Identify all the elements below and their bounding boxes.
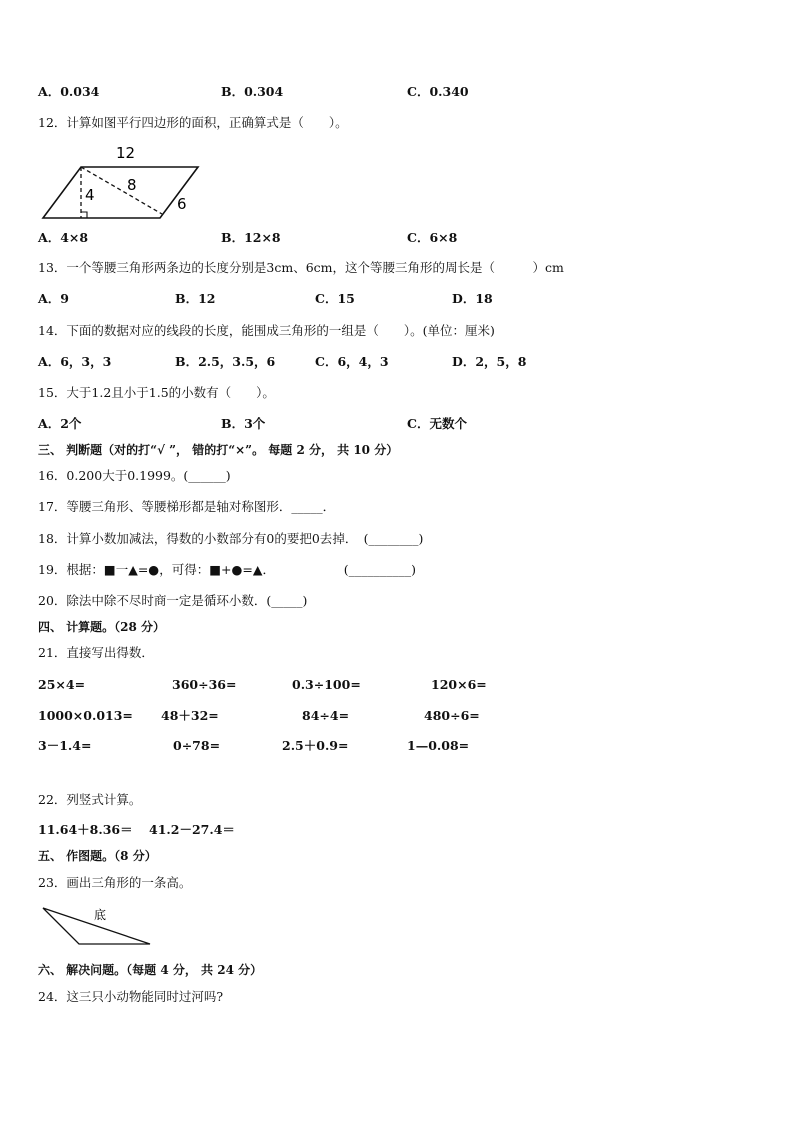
q16-statement: 16．0.200大于0.1999。(______) (38, 468, 231, 483)
q11-option-c: C．0.340 (407, 84, 469, 99)
q22-question: 22．列竖式计算。 (38, 792, 142, 807)
right-angle-mark (81, 212, 87, 218)
label-8: 8 (127, 176, 137, 194)
vertical-calc-1: 11.64＋8.36＝ (38, 822, 133, 837)
calc-r3-c1: 3－1.4= (38, 738, 92, 753)
section-6-heading: 六、 解决问题。（每题 4 分， 共 24 分） (38, 963, 263, 977)
q20-statement: 20．除法中除不尽时商一定是循环小数．(_____) (38, 593, 308, 608)
q11-option-b: B．0.304 (221, 84, 284, 99)
q14-option-d: D．2，5，8 (452, 354, 527, 369)
q12-question: 12．计算如图平行四边形的面积，正确算式是（ ）。 (38, 115, 348, 130)
q15-option-b: B．3个 (221, 416, 266, 431)
parallelogram-shape (43, 167, 198, 218)
section-3-heading: 三、 判断题（对的打“√ ”， 错的打“×”。 每题 2 分， 共 10 分） (38, 443, 399, 457)
q17-statement: 17．等腰三角形、等腰梯形都是轴对称图形．_____． (38, 499, 336, 514)
q13-option-c: C．15 (315, 291, 355, 306)
vertical-calc-2: 41.2－27.4＝ (149, 822, 235, 837)
q14-option-a: A．6，3，3 (38, 354, 112, 369)
calc-r2-c3: 84÷4= (302, 708, 350, 723)
calc-r3-c2: 0÷78= (173, 738, 221, 753)
q11-option-a: A．0.034 (38, 84, 100, 99)
q15-option-a: A．2个 (38, 416, 82, 431)
q13-question: 13．一个等腰三角形两条边的长度分别是3cm、6cm，这个等腰三角形的周长是（ ）cm (38, 260, 564, 275)
label-12: 12 (116, 144, 136, 162)
label-6: 6 (177, 195, 187, 213)
q13-option-a: A．9 (38, 291, 69, 306)
q13-option-d: D．18 (452, 291, 493, 306)
calc-r1-c2: 360÷36= (172, 677, 237, 692)
q24-question: 24．这三只小动物能同时过河吗? (38, 989, 224, 1004)
calc-r1-c4: 120×6= (431, 677, 487, 692)
q14-option-c: C．6，4，3 (315, 354, 389, 369)
q15-option-c: C．无数个 (407, 416, 467, 431)
q12-option-b: B．12×8 (221, 230, 281, 245)
label-4: 4 (85, 186, 95, 204)
q18-statement: 18．计算小数加减法，得数的小数部分有0的要把0去掉． (________) (38, 531, 424, 546)
q12-option-c: C．6×8 (407, 230, 458, 245)
calc-r2-c2: 48＋32= (161, 708, 219, 723)
q13-option-b: B．12 (175, 291, 216, 306)
calc-r3-c4: 1—0.08= (407, 738, 470, 753)
section-4-heading: 四、 计算题。（28 分） (38, 620, 166, 634)
calc-r2-c4: 480÷6= (424, 708, 480, 723)
calc-r2-c1: 1000×0.013= (38, 708, 133, 723)
calc-r1-c1: 25×4= (38, 677, 86, 692)
q14-option-b: B．2.5，3.5，6 (175, 354, 276, 369)
q19-statement: 19．根据：■一▲=●，可得：■+●=▲． (__________) (38, 562, 416, 577)
calc-r1-c3: 0.3÷100= (292, 677, 361, 692)
base-label: 底 (94, 908, 107, 922)
q12-option-a: A．4×8 (38, 230, 89, 245)
q23-question: 23．画出三角形的一条高。 (38, 875, 192, 890)
parallelogram-figure (38, 140, 208, 224)
q14-question: 14．下面的数据对应的线段的长度，能围成三角形的一组是（ ）。(单位：厘米) (38, 323, 495, 338)
calc-r3-c3: 2.5＋0.9= (282, 738, 349, 753)
q21-question: 21．直接写出得数． (38, 645, 154, 660)
triangle-figure (38, 902, 158, 950)
section-5-heading: 五、 作图题。（8 分） (38, 849, 157, 863)
q15-question: 15．大于1.2且小于1.5的小数有（ ）。 (38, 385, 275, 400)
